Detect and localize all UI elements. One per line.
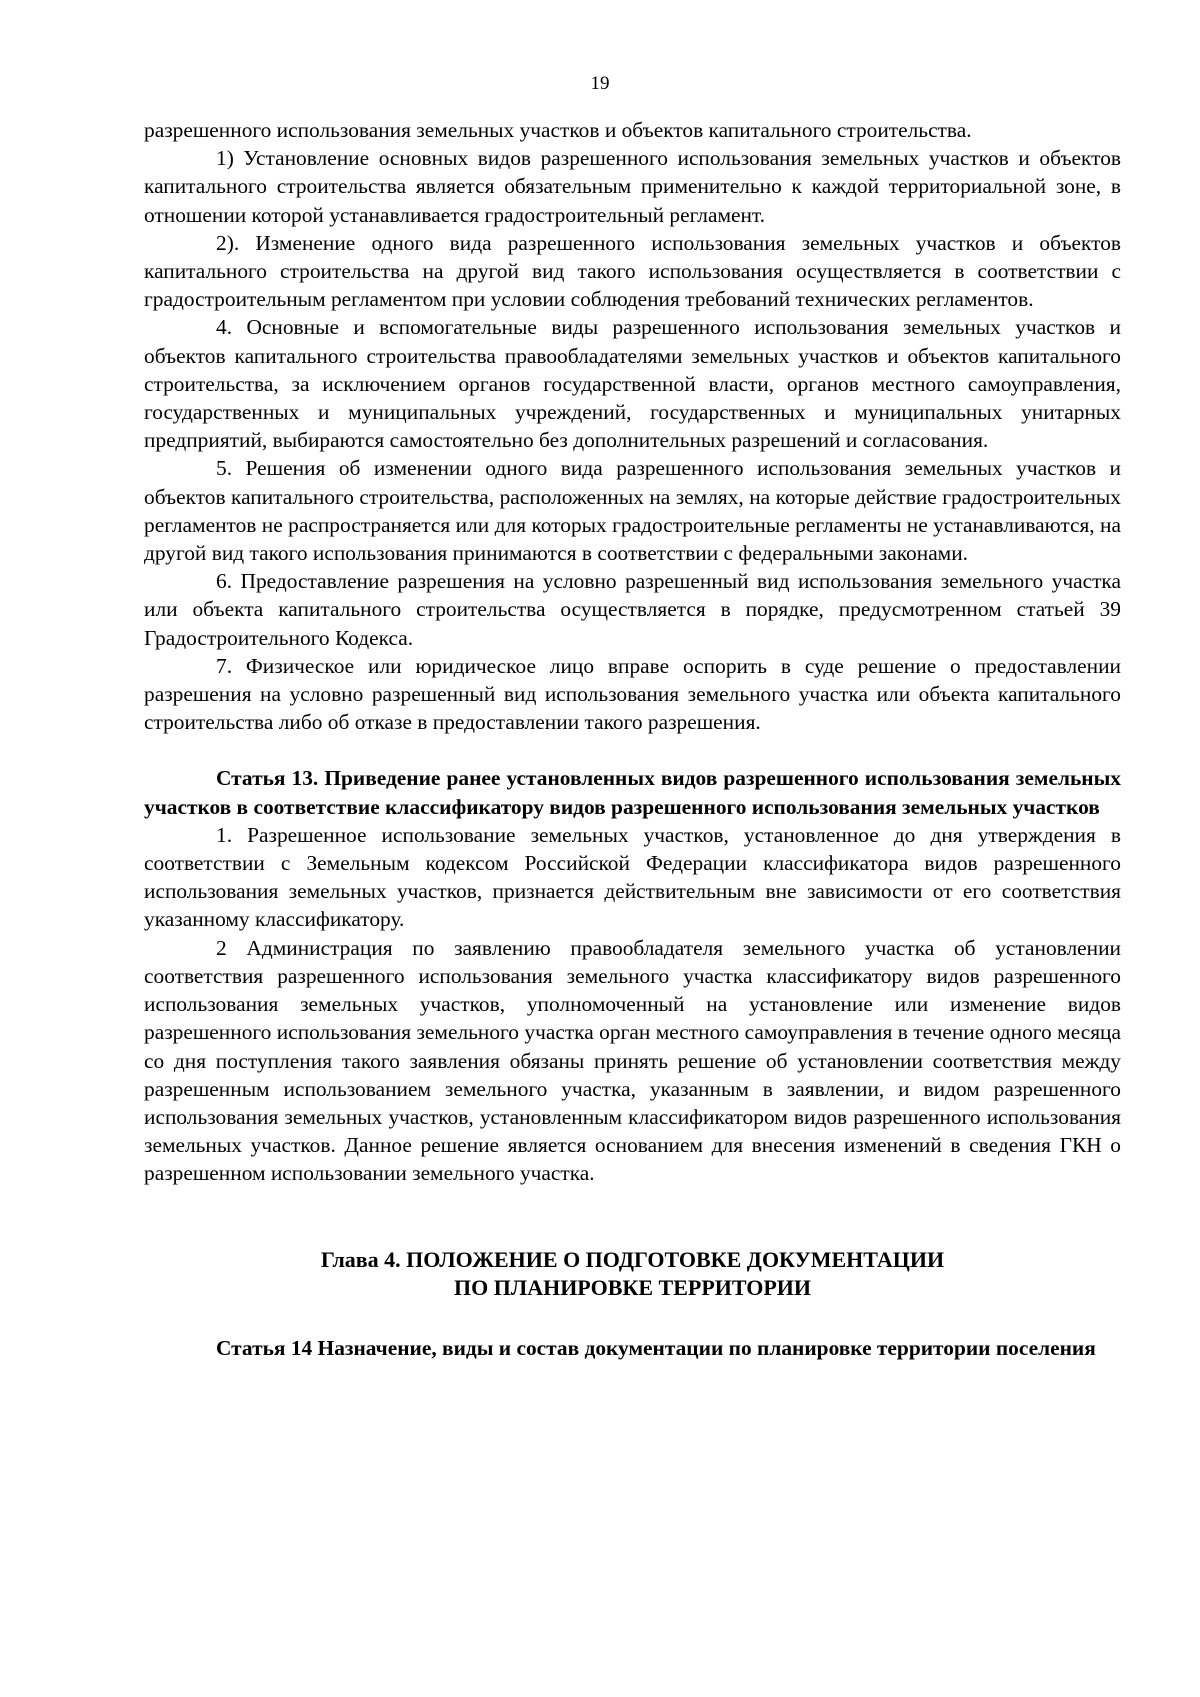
- article-13-heading: Статья 13. Приведение ранее установленных видов разрешенного использования земельных участков в соответствие классификатору видов разрешенного использования земельных участков: [144, 766, 1121, 819]
- chapter-4-heading: [144, 1246, 1121, 1302]
- chapter-4-heading-line-2: ПО ПЛАНИРОВКЕ ТЕРРИТОРИИ: [453, 1274, 812, 1300]
- chapter-4-heading-line-1: Глава 4. ПОЛОЖЕНИЕ О ПОДГОТОВКЕ ДОКУМЕНТАЦИИ: [320, 1246, 945, 1272]
- paragraph-item-1: 1) Установление основных видов разрешенного использования земельных участков и объектов капитального строительства является обязательным применительно к каждой территориальной зоне, в отношении которой устанавливается градостроительный регламент.: [144, 146, 1121, 227]
- article-13-paragraph-2: 2 Администрация по заявлению правообладателя земельного участка об установлении соответствия разрешенного использования земельного участка классификатору видов разрешенного использования земельных участков, уполномоченный на установление или изменение видов разрешенного использования земельного участка орган местного самоуправления в течение одного месяца со дня поступления такого заявления обязаны принять решение об установлении соответствия между разрешенным использованием земельного участка, указанным в заявлении, и видом разрешенного использования земельных участков, установленным классификатором видов разрешенного использования земельных участков. Данное решение является основанием для внесения изменений в сведения ГКН о разрешенном использовании земельного участка.: [144, 935, 1121, 1186]
- paragraph-item-6: 6. Предоставление разрешения на условно разрешенный вид использования земельного участка или объекта капитального строительства осуществляется в порядке, предусмотренном статьей 39 Градостроительного Кодекса.: [144, 569, 1121, 650]
- paragraph-item-7: 7. Физическое или юридическое лицо вправе оспорить в суде решение о предоставлении разрешения на условно разрешенный вид использования земельного участка или объекта капитального строительства либо об отказе в предоставлении такого разрешения.: [144, 653, 1121, 735]
- paragraph-item-2: 2). Изменение одного вида разрешенного использования земельных участков и объектов капитального строительства на другой вид такого использования осуществляется в соответствии с градостроительным регламентом при условии соблюдения требований технических регламентов.: [144, 230, 1121, 312]
- article-13-paragraph-1: 1. Разрешенное использование земельных участков, установленное до дня утверждения в соответствии с Земельным кодексом Российской Федерации классификатора видов разрешенного использования земельных участков, признается действительным вне зависимости от его соответствия указанному классификатору.: [144, 822, 1121, 932]
- page-number: 19: [590, 73, 610, 94]
- document-body: [144, 116, 1121, 1362]
- paragraph-continuation: разрешенного использования земельных участков и объектов капитального строительства.: [144, 118, 972, 142]
- paragraph-item-5: 5. Решения об изменении одного вида разрешенного использования земельных участков и объектов капитального строительства, расположенных на землях, на которые действие градостроительных регламентов не распространяется или для которых градостроительные регламенты не устанавливаются, на другой вид такого использования принимаются в соответствии с федеральными законами.: [144, 456, 1121, 566]
- article-14-heading: Статья 14 Назначение, виды и состав документации по планировке территории поселения: [216, 1335, 1096, 1360]
- paragraph-item-4: 4. Основные и вспомогательные виды разрешенного использования земельных участков и объектов капитального строительства правообладателями земельных участков и объектов капитального строительства, за исключением органов государственной власти, органов местного самоуправления, государственных и муниципальных учреждений, государственных и муниципальных унитарных предприятий, выбираются самостоятельно без дополнительных разрешений и согласования.: [144, 315, 1121, 453]
